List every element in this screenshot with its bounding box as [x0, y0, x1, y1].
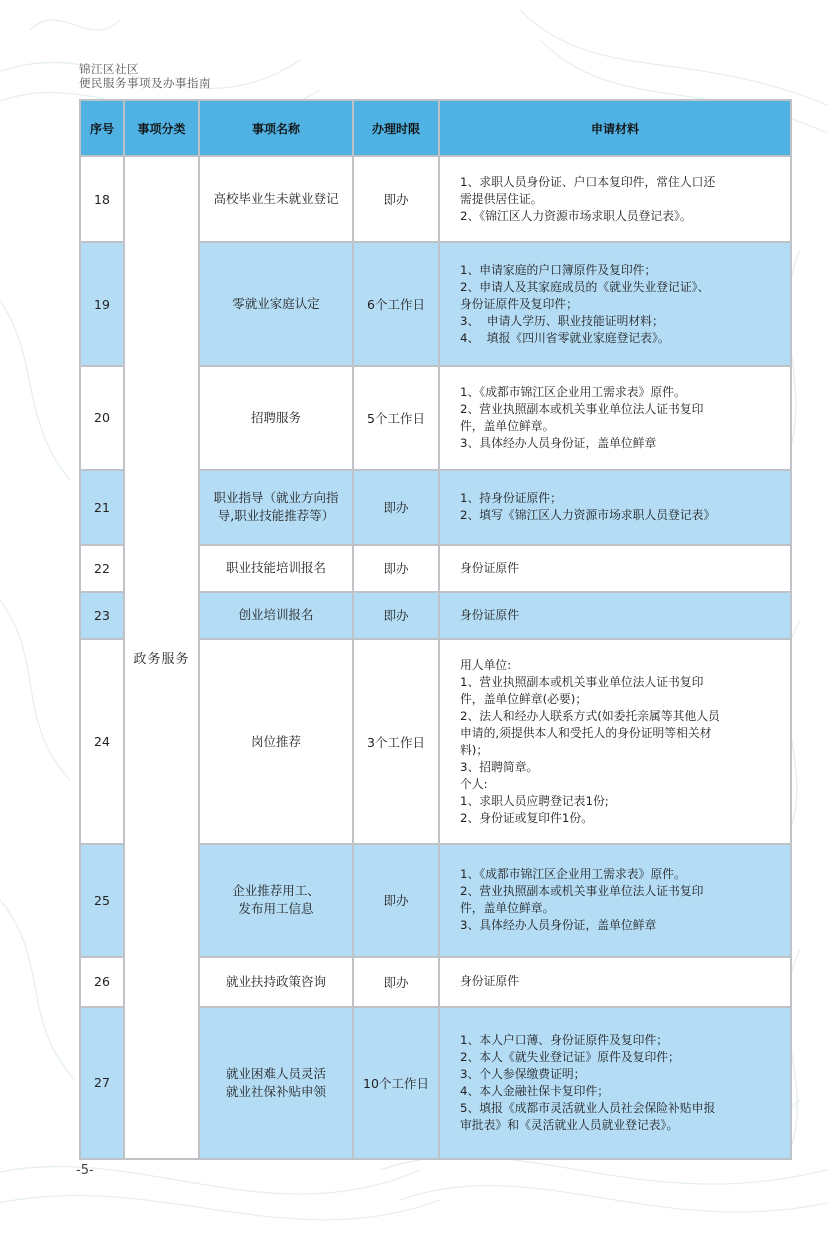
- row-number: 23: [81, 593, 123, 638]
- materials: 1、本人户口薄、身份证原件及复印件； 2、本人《就失业登记证》原件及复印件； 3、个人参保缴费证明； 4、本人金融社保卡复印件； 5、填报《成都市灵活就业人员社会保险补贴申报 审批表》和《灵活就业人员就业登记表》。: [440, 1008, 790, 1158]
- materials: 1、申请家庭的户口簿原件及复印件； 2、申请人及其家庭成员的《就业失业登记证》、 身份证原件及复印件； 3、 申请人学历、职业技能证明材料； 4、 填报《四川省零就业家庭登记表》。: [440, 243, 790, 365]
- time-limit: 即办: [354, 157, 438, 241]
- document-header: [79, 62, 211, 90]
- row-number: 22: [81, 546, 123, 591]
- time-limit: 10个工作日: [354, 1008, 438, 1158]
- materials: 用人单位: 1、营业执照副本或机关事业单位法人证书复印 件，盖单位鲜章(必要)； 2、法人和经办人联系方式(如委托亲属等其他人员 申请的,须提供本人和受托人的身份证明等相关材 料)； 3、招聘简章。 个人: 1、求职人员应聘登记表1份; 2、身份证或复印件1份。: [440, 640, 790, 843]
- header-district: 锦江区社区: [79, 62, 139, 76]
- item-name: 岗位推荐: [200, 640, 352, 843]
- row-number: 25: [81, 845, 123, 955]
- column-header-materials: 申请材料: [440, 101, 790, 155]
- item-name: 职业技能培训报名: [200, 546, 352, 591]
- materials: 1、《成都市锦江区企业用工需求表》原件。 2、营业执照副本或机关事业单位法人证书复印 件，盖单位鲜章。 3、具体经办人员身份证，盖单位鲜章: [440, 367, 790, 468]
- time-limit: 即办: [354, 845, 438, 955]
- materials: 身份证原件: [440, 546, 790, 591]
- category-cell: 政务服务: [125, 157, 198, 1158]
- row-number: 21: [81, 471, 123, 544]
- materials: 1、持身份证原件； 2、填写《锦江区人力资源市场求职人员登记表》: [440, 471, 790, 544]
- time-limit: 即办: [354, 593, 438, 638]
- column-header-time-limit: 办理时限: [354, 101, 438, 155]
- time-limit: 即办: [354, 958, 438, 1006]
- row-number: 20: [81, 367, 123, 468]
- materials: 身份证原件: [440, 593, 790, 638]
- time-limit: 即办: [354, 471, 438, 544]
- column-header-number: 序号: [81, 101, 123, 155]
- table-header-row: [81, 101, 790, 155]
- item-name: 创业培训报名: [200, 593, 352, 638]
- materials: 1、《成都市锦江区企业用工需求表》原件。 2、营业执照副本或机关事业单位法人证书复印 件，盖单位鲜章。 3、具体经办人员身份证，盖单位鲜章: [440, 845, 790, 955]
- row-number: 24: [81, 640, 123, 843]
- time-limit: 即办: [354, 546, 438, 591]
- item-name: 企业推荐用工、 发布用工信息: [200, 845, 352, 955]
- row-number: 27: [81, 1008, 123, 1158]
- item-name: 招聘服务: [200, 367, 352, 468]
- row-number: 18: [81, 157, 123, 241]
- table-row: [81, 157, 790, 241]
- column-header-category: 事项分类: [125, 101, 198, 155]
- header-guide-title: 便民服务事项及办事指南: [79, 76, 211, 90]
- row-number: 26: [81, 958, 123, 1006]
- item-name: 高校毕业生未就业登记: [200, 157, 352, 241]
- column-header-item-name: 事项名称: [200, 101, 352, 155]
- page-number: -5-: [76, 1163, 94, 1178]
- item-name: 就业困难人员灵活 就业社保补贴申领: [200, 1008, 352, 1158]
- time-limit: 6个工作日: [354, 243, 438, 365]
- item-name: 职业指导（就业方向指 导,职业技能推荐等）: [200, 471, 352, 544]
- item-name: 零就业家庭认定: [200, 243, 352, 365]
- time-limit: 5个工作日: [354, 367, 438, 468]
- row-number: 19: [81, 243, 123, 365]
- materials: 1、求职人员身份证、户口本复印件，常住人口还 需提供居住证。 2、《锦江区人力资源市场求职人员登记表》。: [440, 157, 790, 241]
- materials: 身份证原件: [440, 958, 790, 1006]
- item-name: 就业扶持政策咨询: [200, 958, 352, 1006]
- time-limit: 3个工作日: [354, 640, 438, 843]
- services-table: [79, 99, 792, 1160]
